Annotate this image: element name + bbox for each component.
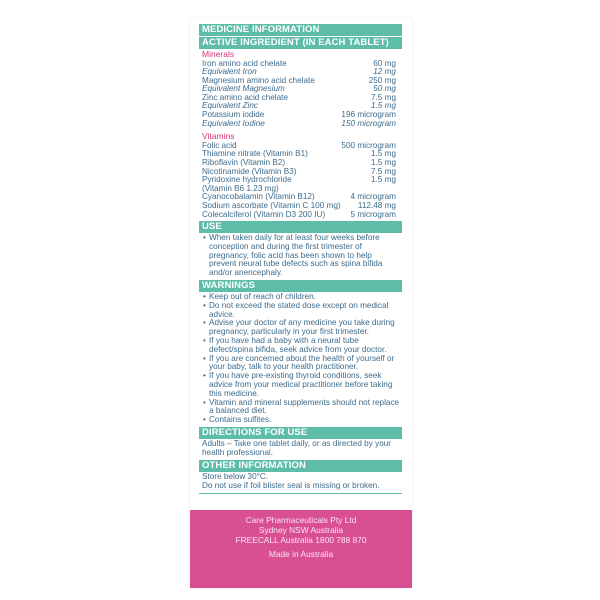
ingredient-name: Equivalent Magnesium [202, 84, 285, 94]
ingredient-amount: 5 microgram [350, 209, 396, 219]
company-name: Care Pharmaceuticals Pty Ltd [245, 515, 357, 525]
use-item: • When taken daily for at least four weeks before conception and during the first trimester of pregnancy, folic acid has been shown to help prevent neural tube defects such as spina bifida and/or anencephaly. [203, 234, 400, 278]
ingredient-name: Magnesium amino acid chelate [202, 75, 315, 85]
company-address: Sydney NSW Australia [258, 525, 344, 535]
ingredient-name: Equivalent Iron [202, 67, 257, 77]
warning-item: • Vitamin and mineral supplements should not replace a balanced diet. [203, 399, 400, 417]
ingredient-name: Equivalent Zinc [202, 101, 258, 111]
ingredient-amount: 1.5 mg [370, 149, 396, 159]
ingredient-name: Pyridoxine hydrochloride (Vitamin B6 1.23 mg) [202, 175, 292, 193]
company-freecall: FREECALL Australia 1800 788 870 [235, 535, 367, 545]
minerals-list [199, 60, 402, 129]
ingredient-name: Equivalent Iodine [202, 118, 265, 128]
ingredient-amount: 4 microgram [350, 192, 396, 202]
ingredient-amount: 196 microgram [341, 110, 396, 120]
directions-header: DIRECTIONS FOR USE [199, 427, 402, 439]
ingredient-name: Cyanocobalamin (Vitamin B12) [202, 192, 315, 202]
warnings-list [199, 293, 402, 425]
other-info-line: Do not use if foil blister seal is missing or broken. [202, 481, 380, 491]
warnings-header: WARNINGS [199, 280, 402, 292]
ingredient-name: Zinc amino acid chelate [202, 92, 289, 102]
manufacturer-footer [190, 510, 412, 588]
vitamins-label: Vitamins [202, 131, 235, 142]
warning-item: • Do not exceed the stated dose except on medical advice. [203, 302, 400, 320]
directions-text: Adults – Take one tablet daily, or as directed by your health professional. [202, 439, 392, 457]
ingredient-name: Thiamine nitrate (Vitamin B1) [202, 149, 308, 159]
ingredient-amount: 1.5 mg [370, 157, 396, 167]
ingredient-row [199, 211, 402, 220]
ingredient-row [199, 176, 402, 193]
vitamins-list [199, 142, 402, 219]
ingredient-amount: 60 mg [373, 58, 396, 68]
medicine-information-panel [190, 18, 412, 588]
ingredient-name: Folic acid [202, 140, 237, 150]
ingredient-amount: 150 microgram [341, 118, 396, 128]
medicine-information-header: MEDICINE INFORMATION [199, 24, 402, 36]
other-information-header: OTHER INFORMATION [199, 460, 402, 472]
ingredient-amount: 112.48 mg [357, 200, 396, 210]
panel-content [199, 24, 402, 494]
ingredient-amount: 7.5 mg [370, 166, 396, 176]
use-list [199, 234, 402, 278]
warning-item: • Advise your doctor of any medicine you take during pregnancy, particularly in your first trimester. [203, 319, 400, 337]
ingredient-amount: 7.5 mg [370, 92, 396, 102]
warning-item: • Contains sulfites. [203, 416, 400, 425]
ingredient-row [199, 120, 402, 129]
ingredient-amount: 1.5 mg [370, 101, 396, 111]
ingredient-amount: 500 microgram [341, 140, 396, 150]
ingredient-name: Colecalciferol (Vitamin D3 200 IU) [202, 209, 326, 219]
warning-item: • Keep out of reach of children. [203, 293, 400, 302]
ingredient-name: Sodium ascorbate (Vitamin C 100 mg) [202, 200, 341, 210]
minerals-label: Minerals [202, 49, 235, 59]
ingredient-amount: 12 mg [373, 67, 396, 77]
use-header: USE [199, 221, 402, 233]
ingredient-name: Nicotinamide (Vitamin B3) [202, 166, 297, 176]
other-info-line: Store below 30°C. [202, 471, 269, 481]
ingredient-name: Potassium iodide [202, 110, 265, 120]
divider [199, 493, 402, 494]
warning-item: • If you have pre-existing thyroid conditions, seek advice from your medical practitioner before taking this medicine. [203, 372, 400, 398]
warning-item: • If you are concerned about the health of yourself or your baby, talk to your health practitioner. [203, 355, 400, 373]
active-ingredient-header: ACTIVE INGREDIENT (IN EACH TABLET) [199, 37, 402, 49]
made-in-label: Made in Australia [268, 549, 334, 559]
ingredient-amount: 50 mg [373, 84, 396, 94]
warning-item: • If you have had a baby with a neural tube defect/spina bifida, seek advice from your doctor. [203, 337, 400, 355]
company-details [190, 515, 412, 559]
ingredient-amount: 250 mg [368, 75, 396, 85]
ingredient-amount: 1.5 mg [370, 175, 396, 185]
ingredient-name: Riboflavin (Vitamin B2) [202, 157, 286, 167]
ingredient-name: Iron amino acid chelate [202, 58, 287, 68]
